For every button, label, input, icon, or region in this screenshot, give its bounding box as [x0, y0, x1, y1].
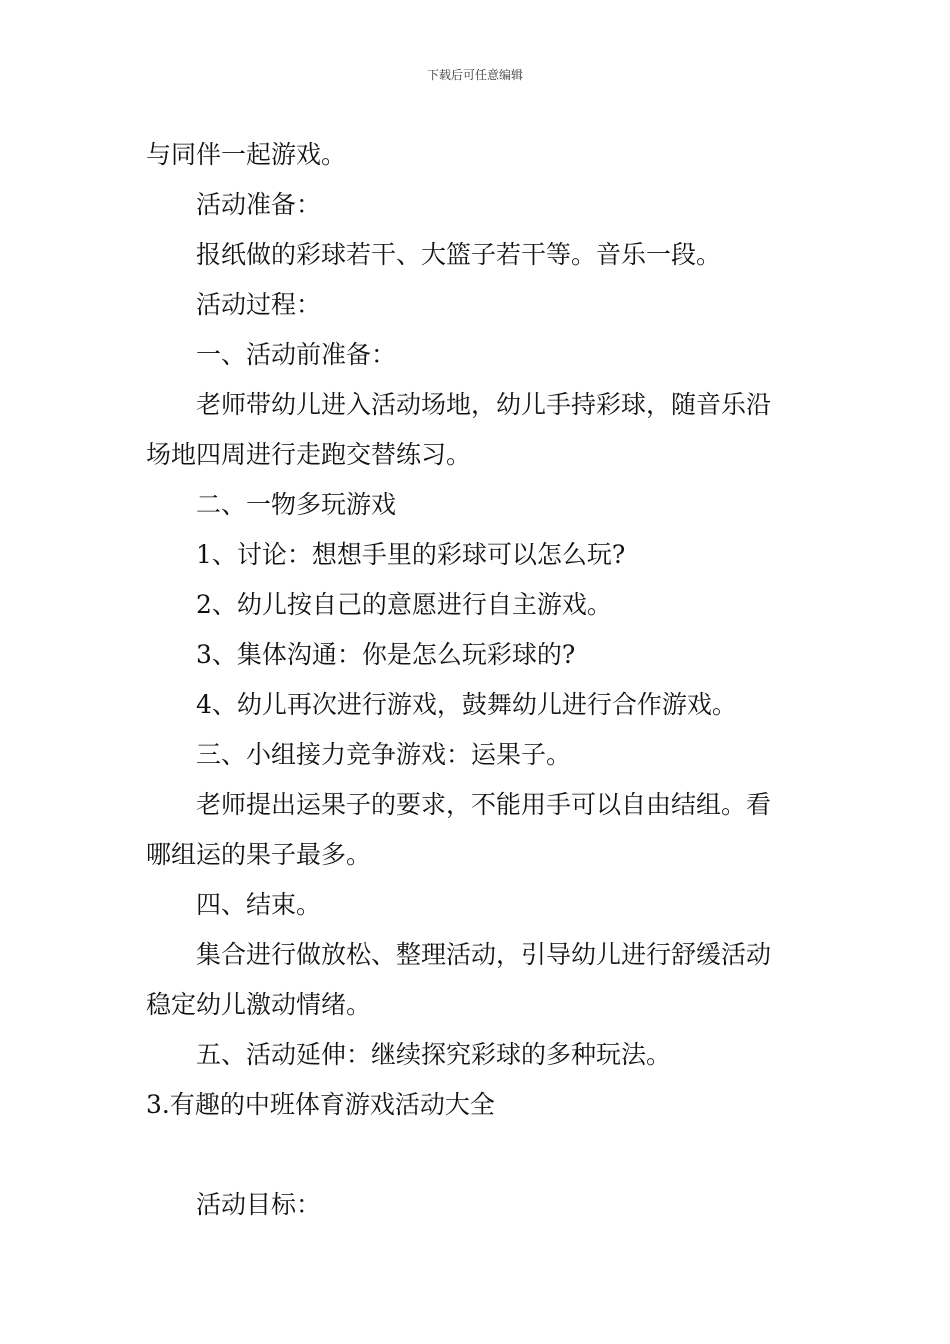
list-item: 4、幼儿再次进行游戏，鼓舞幼儿进行合作游戏。	[196, 690, 737, 719]
paragraph-line: 老师带幼儿进入活动场地，幼儿手持彩球，随音乐沿	[196, 390, 772, 419]
document-title: 3.有趣的中班体育游戏活动大全	[146, 1090, 495, 1119]
section-heading: 活动目标：	[196, 1190, 322, 1219]
section-heading: 三、小组接力竞争游戏：运果子。	[196, 740, 572, 769]
section-heading: 活动准备：	[196, 190, 322, 219]
paragraph-line: 报纸做的彩球若干、大篮子若干等。音乐一段。	[196, 240, 722, 269]
paragraph-line: 集合进行做放松、整理活动，引导幼儿进行舒缓活动	[196, 940, 772, 969]
paragraph-line: 老师提出运果子的要求，不能用手可以自由结组。看	[196, 790, 772, 819]
blank-line	[146, 1130, 816, 1180]
section-heading: 四、结束。	[196, 890, 322, 919]
list-item: 3、集体沟通：你是怎么玩彩球的?	[196, 640, 576, 669]
list-item: 1、讨论：想想手里的彩球可以怎么玩?	[196, 540, 626, 569]
list-item: 2、幼儿按自己的意愿进行自主游戏。	[196, 590, 612, 619]
paragraph-line: 稳定幼儿激动情绪。	[146, 990, 372, 1019]
page-header: 下载后可任意编辑	[426, 68, 523, 82]
section-heading: 二、一物多玩游戏	[196, 490, 397, 519]
paragraph-line: 哪组运的果子最多。	[146, 840, 372, 869]
section-heading: 一、活动前准备：	[196, 340, 397, 369]
paragraph-line: 场地四周进行走跑交替练习。	[146, 440, 472, 469]
paragraph-line: 与同伴一起游戏。	[146, 140, 347, 169]
section-heading: 五、活动延伸：继续探究彩球的多种玩法。	[196, 1040, 672, 1069]
section-heading: 活动过程：	[196, 290, 322, 319]
document-body	[146, 130, 816, 1230]
